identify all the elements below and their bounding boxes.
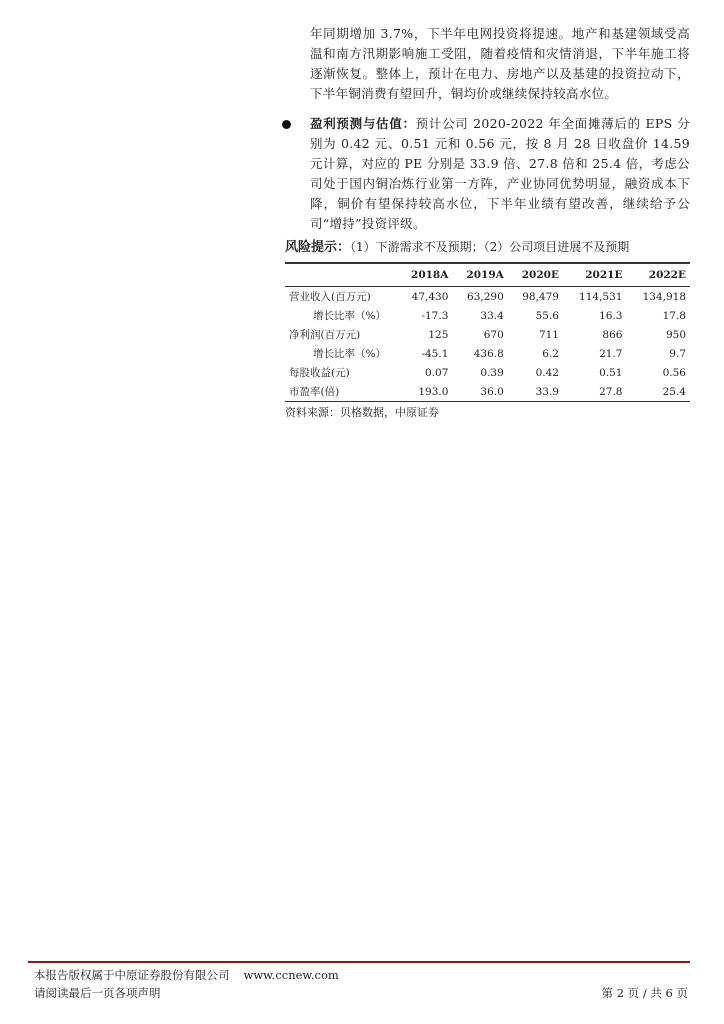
table-header-cell: 2018A [397,263,452,287]
table-cell: -17.3 [421,309,449,322]
row-label: 增长比率（%） [313,310,386,322]
table-header-cell [285,263,397,287]
profit-forecast-paragraph [310,114,690,234]
table-cell: 25.4 [626,382,690,402]
table-cell: 670 [483,328,504,341]
table-cell: 63,290 [467,290,504,303]
bullet-icon [282,120,291,129]
table-header-cell: 2022E [626,263,690,287]
footer-left [34,966,339,1002]
table-header-row [285,263,690,287]
table-cell: 21.7 [599,347,623,360]
table-cell: 0.39 [480,366,504,379]
table-cell: 0.56 [662,366,686,379]
table-cell: 98,479 [522,290,559,303]
table-header-cell: 2021E [563,263,626,287]
table-cell: 193.0 [397,382,452,402]
table-row [285,306,690,325]
table-header-cell: 2020E [508,263,563,287]
table-cell: 711 [538,328,559,341]
table-cell: 47,430 [411,290,449,303]
page-number: 第 2 页 / 共 6 页 [601,986,688,1000]
table-row [285,325,690,344]
table-cell: 950 [665,328,686,341]
table-cell: 27.8 [563,382,626,402]
table-row [285,382,690,402]
table-cell: 866 [602,328,623,341]
financial-forecast-table [285,262,690,402]
table-cell: 436.8 [473,347,504,360]
table-source-note: 资料来源：贝格数据，中原证券 [285,406,439,419]
table-cell: 0.51 [599,366,623,379]
table-cell: 6.2 [542,347,559,360]
table-row [285,287,690,307]
table-header-cell: 2019A [452,263,507,287]
risk-text: （1）下游需求不及预期；（2）公司项目进展不及预期 [350,240,630,254]
row-label: 每股收益(元) [289,367,350,379]
table-cell: 9.7 [669,347,686,360]
table-row [285,344,690,363]
table-cell: 0.42 [535,366,559,379]
footer-disclaimer: 请阅读最后一页各项声明 [34,986,161,1000]
row-label: 市盈率(倍) [285,382,397,402]
risk-note [285,238,695,257]
table-row [285,363,690,382]
table-cell: 36.0 [452,382,507,402]
profit-forecast-text: 预计公司 2020-2022 年全面摊薄后的 EPS 分别为 0.42 元、0.51 元和 0.56 元，按 8 月 28 日收盘价 14.59 元计算，对应的 PE 分别是 33.9 倍、27.8 倍和 25.4 倍，考虑公司处于国内铜冶炼行业第一方阵，产业协同优势明显，融资成本下降，铜价有望保持较高水位，下半年业绩有望改善，继续给予公司“增持”投资评级。 [310,116,690,231]
profit-forecast-label: 盈利预测与估值： [310,116,416,131]
row-label: 增长比率（%） [313,348,386,360]
body-paragraph: 年同期增加 3.7%，下半年电网投资将提速。地产和基建领域受高温和南方汛期影响施工受阻，随着疫情和灾情消退，下半年施工将逐渐恢复。整体上，预计在电力、房地产以及基建的投资拉动下，下半年铜消费有望回升，铜均价或继续保持较高水位。 [310,26,690,101]
table-cell: 33.4 [480,309,504,322]
table-cell: 17.8 [662,309,686,322]
row-label: 营业收入(百万元) [289,291,371,303]
table-cell: 0.07 [425,366,449,379]
table-cell: 33.9 [508,382,563,402]
table-cell: 114,531 [579,290,623,303]
table-cell: -45.1 [421,347,449,360]
table-cell: 125 [428,328,449,341]
footer-copyright: 本报告版权属于中原证券股份有限公司 [34,968,230,982]
footer-divider [28,961,690,963]
risk-label: 风险提示： [285,240,351,255]
footer-url-link[interactable]: www.ccnew.com [243,968,339,982]
table-cell: 16.3 [599,309,623,322]
table-cell: 134,918 [642,290,686,303]
row-label: 净利润(百万元) [289,329,361,341]
table-cell: 55.6 [535,309,559,322]
